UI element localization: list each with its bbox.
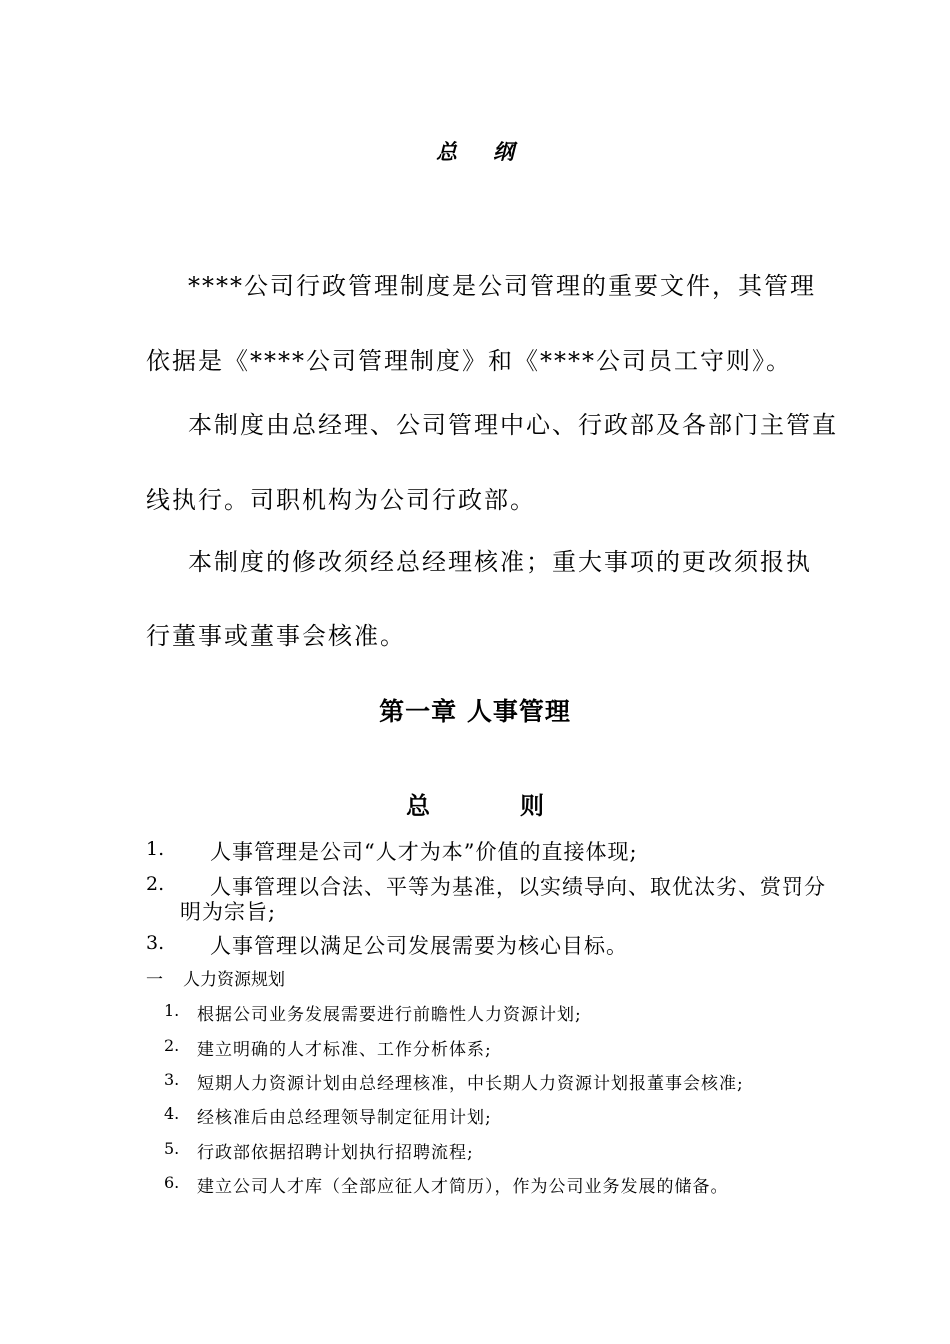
section-item-1-number: 1. [164, 1001, 180, 1020]
general-item-2-continuation: 明为宗旨; [180, 900, 277, 924]
section-marker: 一 [146, 970, 163, 990]
chapter-title: 第一章 人事管理 [379, 697, 571, 726]
general-item-2-text: 人事管理以合法、平等为基准，以实绩导向、取优汰劣、赏罚分 [210, 875, 826, 899]
section-item-5-text: 行政部依据招聘计划执行招聘流程; [197, 1143, 474, 1163]
general-item-2-number: 2. [146, 873, 165, 895]
outline-title: 总纲 [436, 139, 550, 164]
outline-paragraph-2-line-2: 线执行。司职机构为公司行政部。 [146, 486, 536, 514]
outline-paragraph-3-line-1: 本制度的修改须经总经理核准；重大事项的更改须报执 [188, 548, 812, 576]
section-item-3-text: 短期人力资源计划由总经理核准，中长期人力资源计划报董事会核准; [197, 1074, 744, 1094]
section-item-2-number: 2. [164, 1036, 180, 1055]
outline-paragraph-2-line-1: 本制度由总经理、公司管理中心、行政部及各部门主管直 [188, 411, 838, 439]
general-item-1-number: 1. [146, 838, 165, 860]
section-item-2-text: 建立明确的人才标准、工作分析体系; [197, 1040, 492, 1060]
outline-paragraph-1-line-2: 依据是《****公司管理制度》和《****公司员工守则》。 [146, 347, 792, 375]
outline-paragraph-1-line-1: ****公司行政管理制度是公司管理的重要文件，其管理 [188, 272, 816, 300]
outline-paragraph-3-line-2: 行董事或董事会核准。 [146, 622, 406, 650]
general-item-3-text: 人事管理以满足公司发展需要为核心目标。 [210, 934, 628, 958]
general-principles-title: 总则 [406, 791, 634, 820]
general-item-1-text: 人事管理是公司“人才为本”价值的直接体现; [210, 840, 638, 864]
section-item-6-number: 6. [164, 1173, 180, 1192]
section-item-1-text: 根据公司业务发展需要进行前瞻性人力资源计划; [197, 1005, 582, 1025]
section-item-6-text: 建立公司人才库（全部应征人才简历），作为公司业务发展的储备。 [197, 1177, 729, 1197]
section-heading [146, 965, 285, 990]
general-item-3-number: 3. [146, 932, 165, 954]
section-title: 人力资源规划 [183, 970, 285, 990]
section-item-5-number: 5. [164, 1139, 180, 1158]
section-item-4-number: 4. [164, 1104, 180, 1123]
section-item-3-number: 3. [164, 1070, 180, 1089]
section-item-4-text: 经核准后由总经理领导制定征用计划; [197, 1108, 492, 1128]
